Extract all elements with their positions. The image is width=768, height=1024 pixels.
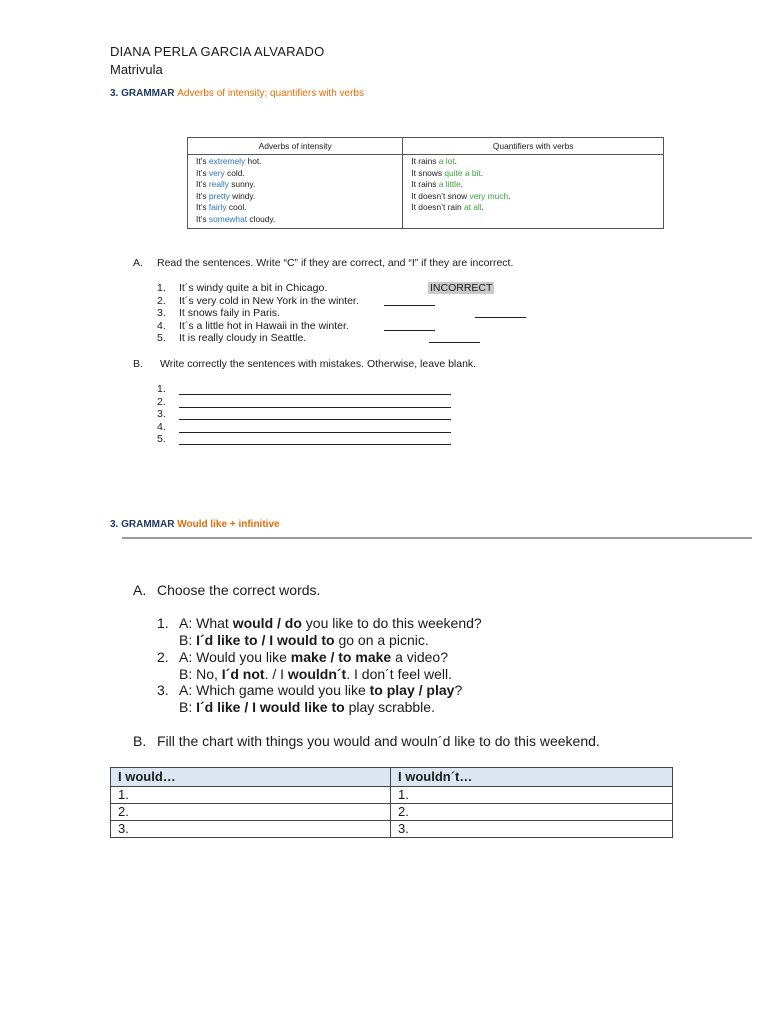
part-a-item-num: 2. bbox=[157, 295, 166, 307]
answer-blank[interactable] bbox=[384, 296, 435, 306]
part-a-instruction: Read the sentences. Write “C” if they are correct, and “I” if they are incorrect. bbox=[157, 257, 514, 269]
writing-line[interactable] bbox=[179, 385, 451, 395]
part-a-item-num: 5. bbox=[157, 332, 166, 344]
table-header-quantifiers: Quantifiers with verbs bbox=[403, 138, 664, 155]
section-1-number: 3. GRAMMAR bbox=[110, 88, 175, 99]
section-2-number: 3. GRAMMAR bbox=[110, 519, 175, 530]
writing-line[interactable] bbox=[179, 423, 451, 433]
chart-cell[interactable]: 3. bbox=[111, 821, 391, 838]
part-a-item-text: It snows faily in Paris. bbox=[179, 307, 280, 319]
chart-header-wouldnt: I wouldn´t… bbox=[391, 768, 673, 787]
part-a-item-text: It´s windy quite a bit in Chicago. bbox=[179, 282, 328, 294]
part-b-num: 4. bbox=[157, 421, 166, 433]
adverb-example: It’s pretty windy. bbox=[196, 190, 256, 201]
section-1-heading bbox=[110, 88, 364, 99]
part-a-item-text: It´s a little hot in Hawaii in the winter. bbox=[179, 320, 349, 332]
question-line: A: What would / do you like to do this weekend? bbox=[179, 615, 482, 631]
chart-cell[interactable]: 2. bbox=[391, 804, 673, 821]
writing-line[interactable] bbox=[179, 435, 451, 445]
part-a-item-num: 4. bbox=[157, 320, 166, 332]
student-name: DIANA PERLA GARCIA ALVARADO bbox=[110, 44, 325, 59]
part-a2-num: 3. bbox=[157, 682, 169, 698]
adverbs-quantifiers-table bbox=[187, 137, 664, 229]
part-a-item-num: 3. bbox=[157, 307, 166, 319]
quantifier-example: It rains a lot. bbox=[411, 156, 457, 166]
part-a-answer: INCORRECT bbox=[430, 282, 493, 294]
writing-line[interactable] bbox=[179, 398, 451, 408]
quantifier-example: It doesn’t snow very much. bbox=[411, 190, 511, 201]
part-b-num: 1. bbox=[157, 383, 166, 395]
answer-line: B: I´d like / I would like to play scrabble. bbox=[179, 699, 435, 715]
chart-header-would: I would… bbox=[111, 768, 391, 787]
adverb-example: It’s really sunny. bbox=[196, 179, 256, 189]
quantifier-example: It snows quite a bit. bbox=[411, 167, 484, 178]
section-divider bbox=[122, 537, 752, 539]
answer-blank[interactable] bbox=[429, 333, 480, 343]
part-a-item-text: It´s very cold in New York in the winter. bbox=[179, 295, 359, 307]
part-b-instruction: Write correctly the sentences with mistakes. Otherwise, leave blank. bbox=[160, 358, 477, 370]
adverb-example: It’s somewhat cloudy. bbox=[196, 213, 276, 224]
part-b2-letter: B. bbox=[133, 733, 147, 749]
chart-cell[interactable]: 1. bbox=[111, 787, 391, 804]
chart-cell[interactable]: 1. bbox=[391, 787, 673, 804]
quantifier-example: It rains a little. bbox=[411, 179, 464, 189]
part-a2-letter: A. bbox=[133, 582, 147, 598]
quantifier-example: It doesn’t rain at all. bbox=[411, 202, 484, 212]
table-header-adverbs: Adverbs of intensity bbox=[188, 138, 403, 155]
would-wouldnt-chart bbox=[110, 767, 673, 838]
student-subtitle: Matrivula bbox=[110, 62, 163, 77]
answer-line: B: No, I´d not. / I wouldn´t. I don´t feel well. bbox=[179, 666, 453, 682]
part-a-letter: A. bbox=[133, 257, 143, 269]
part-b-num: 3. bbox=[157, 408, 166, 420]
adverb-example: It’s fairly cool. bbox=[196, 202, 247, 212]
question-line: A: Would you like make / to make a video? bbox=[179, 649, 449, 665]
section-1-title: Adverbs of intensity; quantifiers with verbs bbox=[177, 88, 364, 99]
answer-blank[interactable] bbox=[384, 321, 435, 331]
part-b-num: 5. bbox=[157, 433, 166, 445]
part-a2-instruction: Choose the correct words. bbox=[157, 582, 321, 598]
part-b-num: 2. bbox=[157, 396, 166, 408]
part-a-item-text: It is really cloudy in Seattle. bbox=[179, 332, 307, 344]
quantifiers-column bbox=[403, 155, 664, 229]
section-2-heading bbox=[110, 519, 280, 530]
part-a-item-num: 1. bbox=[157, 282, 166, 294]
adverb-example: It’s very cold. bbox=[196, 167, 245, 178]
part-a2-num: 2. bbox=[157, 649, 169, 665]
chart-cell[interactable]: 2. bbox=[111, 804, 391, 821]
question-line: A: Which game would you like to play / play? bbox=[179, 682, 463, 698]
chart-cell[interactable]: 3. bbox=[391, 821, 673, 838]
adverbs-column bbox=[188, 155, 403, 229]
part-b-letter: B. bbox=[133, 358, 143, 370]
part-a2-num: 1. bbox=[157, 615, 169, 631]
answer-blank[interactable] bbox=[475, 308, 526, 318]
writing-line[interactable] bbox=[179, 410, 451, 420]
answer-line: B: I´d like to / I would to go on a picnic. bbox=[179, 632, 429, 648]
adverb-example: It’s extremely hot. bbox=[196, 156, 262, 166]
section-2-title: Would like + infinitive bbox=[177, 519, 280, 530]
part-b2-instruction: Fill the chart with things you would and wouln´d like to do this weekend. bbox=[157, 733, 600, 749]
